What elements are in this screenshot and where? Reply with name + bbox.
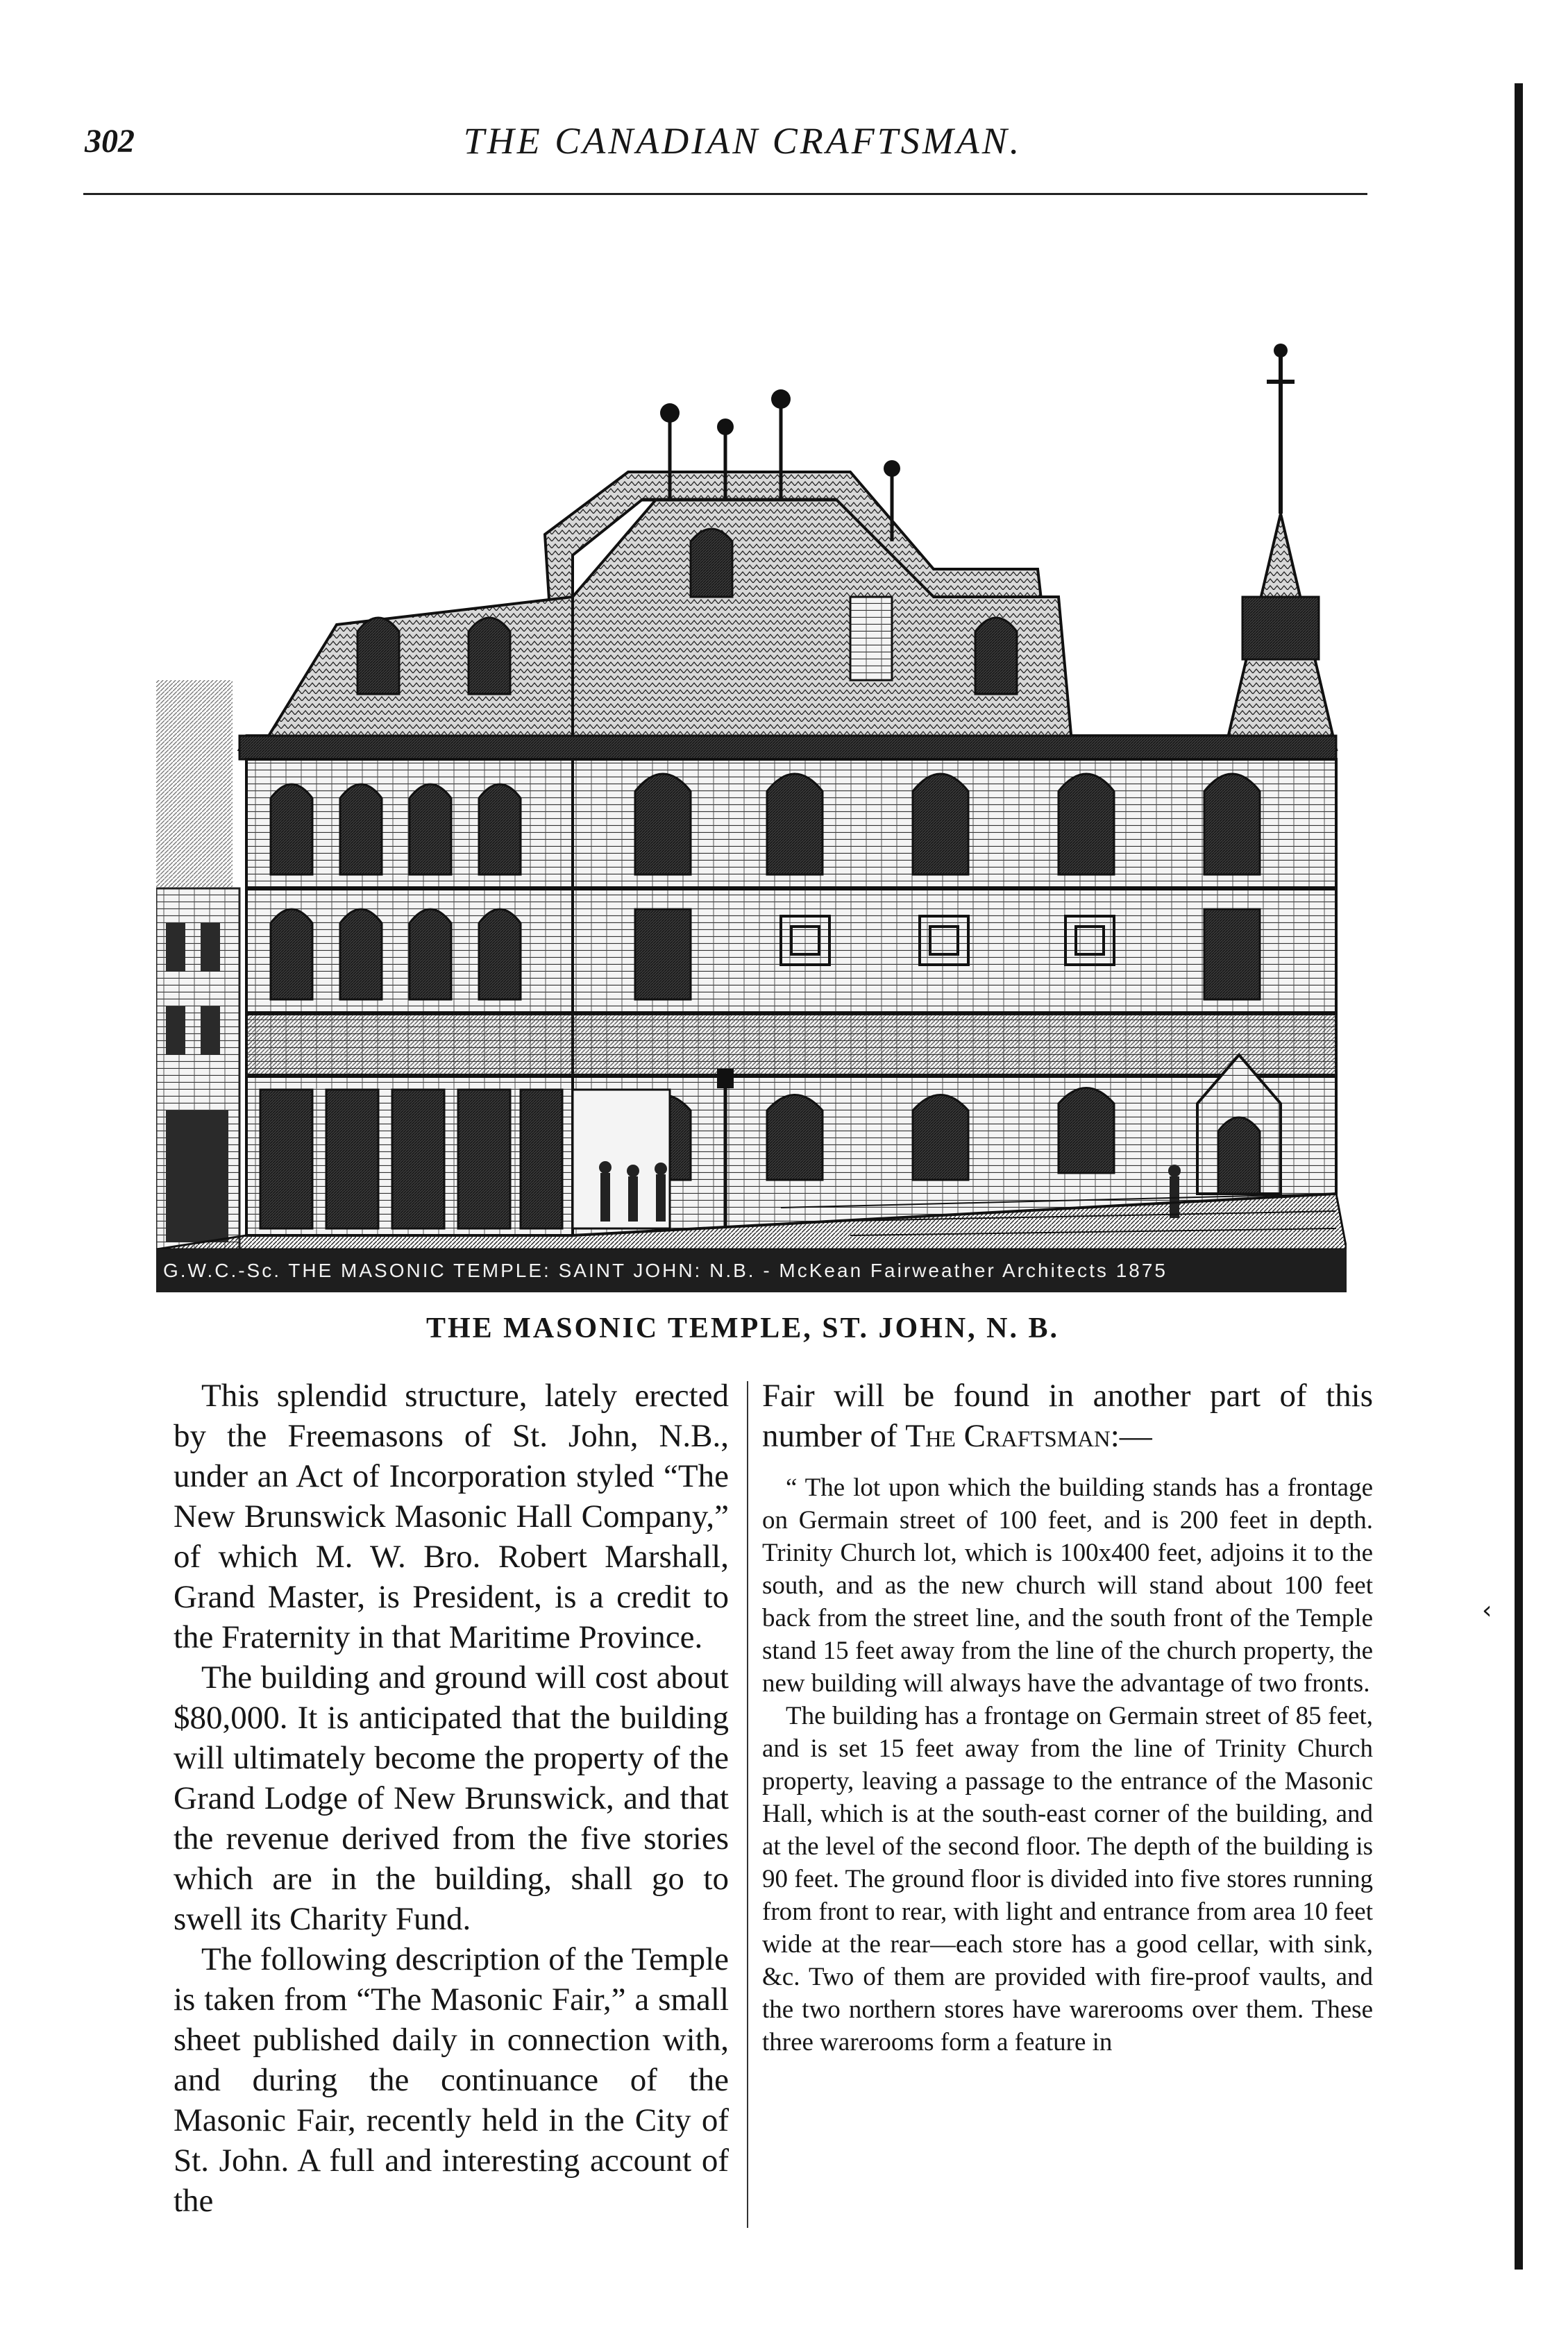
binding-edge-rule (1515, 83, 1523, 2270)
page-number: 302 (85, 123, 135, 160)
column-divider (747, 1381, 748, 2228)
engraving-caption-strip: G.W.C.-Sc. THE MASONIC TEMPLE: SAINT JOHN: N.B. - McKean Fairweather Architects 1875 (156, 1249, 1347, 1292)
right-paragraph-2: The building has a frontage on Germain street of 85 feet, and is set 15 feet away from the line of Trinity Church property, leaving a passage to the entrance of the Masonic Hall, which is at the south-east corner of the building, and at the level of the second floor. The depth of the building is 90 feet. The ground floor is divided into five stores running from front to rear, with light and entrance from area 10 feet wide at the rear—each store has a good cellar, with sink, &c. Two of them are provided with fire-proof vaults, and the two northern stores have warerooms over them. These three warerooms form a feature in (762, 1702, 1373, 2056)
right-lead-end: :— (1110, 1418, 1152, 1454)
margin-mark: ‹ (1482, 1596, 1492, 1625)
left-paragraph-3: The following description of the Temple is taken from “The Masonic Fair,” a small sheet published daily in connection with, and during the continuance of the Masonic Fair, recently held in the City of St. John. A full and interesting account of the (174, 1941, 729, 2219)
publication-name: The Craftsman (905, 1418, 1111, 1454)
left-column (174, 1376, 729, 2221)
right-lead-paragraph (762, 1376, 1373, 1456)
left-paragraph-1: This splendid structure, lately erected by the Freemasons of St. John, N.B., under an Act of Incorporation styled “The New Brunswick Masonic Hall Company,” of which M. W. Bro. Robert Marshall, Grand Master, is President, is a credit to the Fraternity in that Maritime Province. (174, 1378, 729, 1655)
right-column (762, 1376, 1373, 2059)
right-paragraph-1: “ The lot upon which the building stands has a frontage on Germain street of 100 feet, and is 200 feet in depth. Trinity Church lot, which is 100x400 feet, adjoins it to the south, and as the new church will stand about 100 feet back from the street line, and the south front of the Temple stand 15 feet away from the line of the church property, the new building will always have the advantage of two fronts. (762, 1473, 1373, 1698)
temple-engraving (156, 208, 1347, 1291)
right-lead-text: Fair will be found in another part of this number of (762, 1378, 1373, 1454)
header-rule (83, 193, 1367, 195)
running-title: THE CANADIAN CRAFTSMAN. (463, 120, 1022, 162)
article-title: THE MASONIC TEMPLE, ST. JOHN, N. B. (425, 1312, 1060, 1344)
left-paragraph-2: The building and ground will cost about $80,000. It is anticipated that the building will ultimately become the property of the Grand Lodge of New Brunswick, and that the revenue derived from the five stories which are in the building, shall go to swell its Charity Fund. (174, 1659, 729, 1937)
